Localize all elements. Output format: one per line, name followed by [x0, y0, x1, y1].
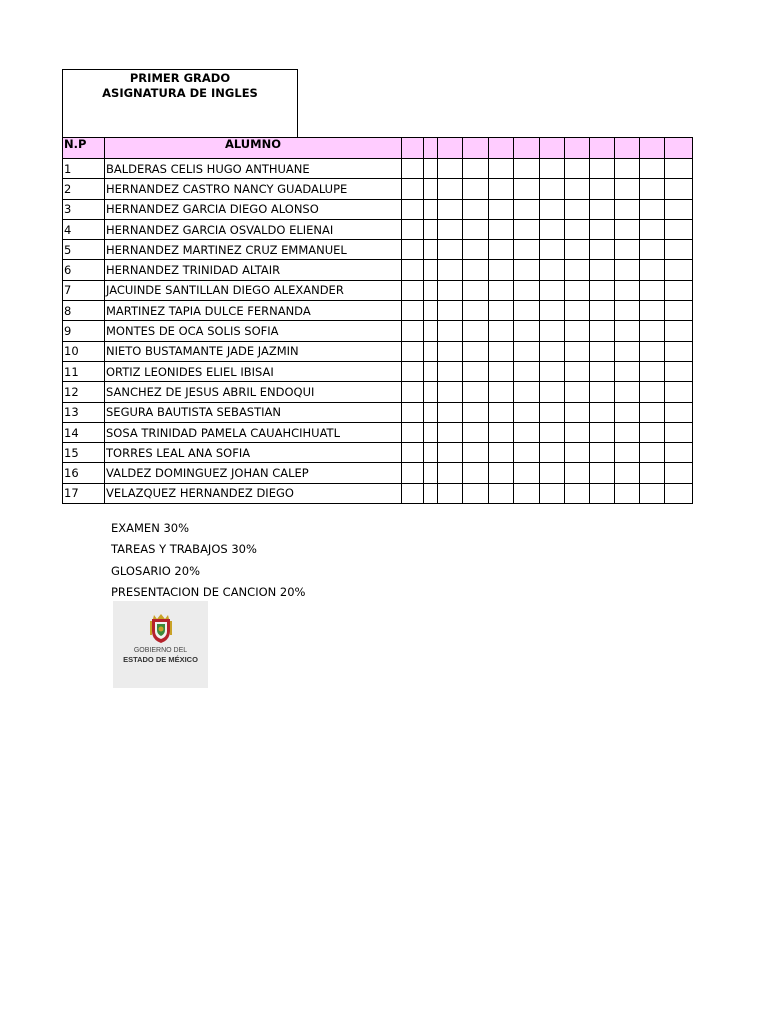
grade-cell	[489, 280, 514, 300]
grade-cell	[565, 443, 590, 463]
header-blank-cell	[489, 138, 514, 159]
grade-cell	[665, 260, 693, 280]
grade-cell	[514, 280, 540, 300]
grade-cell	[424, 260, 438, 280]
grade-cell	[438, 483, 463, 503]
grade-title: PRIMER GRADO	[129, 71, 231, 85]
grade-cell	[402, 260, 424, 280]
grade-cell	[665, 422, 693, 442]
grade-cell	[540, 463, 565, 483]
header-blank-cell	[424, 138, 438, 159]
grade-cell	[540, 402, 565, 422]
grade-cell	[463, 260, 489, 280]
grade-cell	[424, 483, 438, 503]
table-row	[63, 382, 693, 402]
student-number: 2	[63, 179, 105, 199]
grade-cell	[590, 199, 615, 219]
grade-cell	[438, 463, 463, 483]
grade-cell	[514, 382, 540, 402]
table-row	[63, 219, 693, 239]
grade-cell	[640, 463, 665, 483]
grade-cell	[514, 240, 540, 260]
student-number: 14	[63, 422, 105, 442]
grade-cell	[402, 219, 424, 239]
grade-cell	[489, 179, 514, 199]
grade-cell	[590, 463, 615, 483]
grade-cell	[424, 443, 438, 463]
grade-cell	[640, 341, 665, 361]
grade-cell	[615, 179, 640, 199]
student-number: 8	[63, 301, 105, 321]
grade-cell	[438, 382, 463, 402]
grade-cell	[424, 402, 438, 422]
grade-cell	[514, 443, 540, 463]
grade-cell	[514, 402, 540, 422]
grade-cell	[463, 179, 489, 199]
grade-cell	[565, 422, 590, 442]
grade-cell	[424, 422, 438, 442]
student-number: 11	[63, 361, 105, 381]
student-name: HERNANDEZ TRINIDAD ALTAIR	[105, 260, 402, 280]
header-blank-cell	[565, 138, 590, 159]
grade-cell	[565, 382, 590, 402]
grade-cell	[615, 159, 640, 179]
grade-cell	[665, 280, 693, 300]
grade-cell	[514, 219, 540, 239]
header-blank-cell	[514, 138, 540, 159]
grade-cell	[615, 382, 640, 402]
grade-cell	[489, 443, 514, 463]
grade-cell	[590, 341, 615, 361]
grade-cell	[514, 321, 540, 341]
grade-cell	[540, 301, 565, 321]
grade-cell	[565, 179, 590, 199]
grade-cell	[590, 260, 615, 280]
header-blank-cell	[438, 138, 463, 159]
grade-cell	[402, 463, 424, 483]
grade-cell	[665, 382, 693, 402]
grade-cell	[463, 219, 489, 239]
grade-cell	[590, 301, 615, 321]
grade-cell	[640, 402, 665, 422]
grade-cell	[640, 361, 665, 381]
grade-cell	[640, 260, 665, 280]
grade-cell	[489, 341, 514, 361]
grade-cell	[514, 341, 540, 361]
student-name: BALDERAS CELIS HUGO ANTHUANE	[105, 159, 402, 179]
grade-cell	[402, 483, 424, 503]
grade-cell	[438, 443, 463, 463]
grade-cell	[424, 240, 438, 260]
grade-cell	[438, 301, 463, 321]
grade-cell	[514, 483, 540, 503]
grade-cell	[463, 199, 489, 219]
table-row	[63, 321, 693, 341]
grade-cell	[489, 199, 514, 219]
coat-of-arms-icon	[146, 613, 176, 645]
header-blank-cell	[590, 138, 615, 159]
grade-cell	[424, 159, 438, 179]
grade-cell	[540, 159, 565, 179]
grade-cell	[540, 341, 565, 361]
student-name: HERNANDEZ CASTRO NANCY GUADALUPE	[105, 179, 402, 199]
student-name: NIETO BUSTAMANTE JADE JAZMIN	[105, 341, 402, 361]
grade-cell	[489, 301, 514, 321]
grade-cell	[540, 179, 565, 199]
grade-cell	[540, 422, 565, 442]
grade-cell	[424, 382, 438, 402]
student-number: 6	[63, 260, 105, 280]
grade-cell	[590, 159, 615, 179]
grade-cell	[489, 402, 514, 422]
grade-cell	[424, 219, 438, 239]
grade-cell	[615, 341, 640, 361]
grade-cell	[424, 321, 438, 341]
grade-cell	[463, 483, 489, 503]
student-number: 1	[63, 159, 105, 179]
grade-cell	[402, 301, 424, 321]
grade-cell	[590, 382, 615, 402]
table-row	[63, 199, 693, 219]
table-row	[63, 159, 693, 179]
header-blank-cell	[402, 138, 424, 159]
grade-cell	[438, 159, 463, 179]
grade-cell	[514, 422, 540, 442]
grade-cell	[489, 321, 514, 341]
grade-cell	[402, 382, 424, 402]
grade-cell	[463, 382, 489, 402]
subject-title: ASIGNATURA DE INGLES	[102, 86, 258, 100]
student-number: 16	[63, 463, 105, 483]
grade-cell	[615, 463, 640, 483]
grade-cell	[463, 159, 489, 179]
student-name: HERNANDEZ GARCIA DIEGO ALONSO	[105, 199, 402, 219]
grade-cell	[615, 422, 640, 442]
student-number: 9	[63, 321, 105, 341]
grade-cell	[438, 240, 463, 260]
grade-cell	[540, 280, 565, 300]
grade-cell	[565, 199, 590, 219]
grade-cell	[540, 199, 565, 219]
logo-text-line2: ESTADO DE MÉXICO	[123, 655, 198, 664]
grade-cell	[463, 443, 489, 463]
table-row	[63, 260, 693, 280]
grade-cell	[665, 219, 693, 239]
grade-cell	[438, 280, 463, 300]
student-name: MONTES DE OCA SOLIS SOFIA	[105, 321, 402, 341]
grade-cell	[402, 422, 424, 442]
grade-cell	[665, 240, 693, 260]
header-blank-cell	[665, 138, 693, 159]
grade-cell	[615, 260, 640, 280]
grade-cell	[665, 321, 693, 341]
grading-criteria	[111, 521, 305, 606]
grade-cell	[615, 199, 640, 219]
grade-cell	[489, 422, 514, 442]
grade-cell	[514, 179, 540, 199]
grade-cell	[489, 219, 514, 239]
grade-cell	[565, 361, 590, 381]
grade-cell	[402, 402, 424, 422]
grade-cell	[463, 402, 489, 422]
header-blank-cell	[463, 138, 489, 159]
student-number: 12	[63, 382, 105, 402]
grade-cell	[514, 159, 540, 179]
grade-cell	[489, 483, 514, 503]
grade-cell	[489, 382, 514, 402]
government-logo	[113, 601, 208, 688]
student-name: HERNANDEZ GARCIA OSVALDO ELIENAI	[105, 219, 402, 239]
student-name: VALDEZ DOMINGUEZ JOHAN CALEP	[105, 463, 402, 483]
logo-text-line1: GOBIERNO DEL	[133, 647, 188, 654]
grade-cell	[590, 402, 615, 422]
table-row	[63, 483, 693, 503]
grade-cell	[640, 159, 665, 179]
grade-cell	[665, 361, 693, 381]
grade-cell	[615, 280, 640, 300]
grade-cell	[640, 179, 665, 199]
grade-cell	[438, 199, 463, 219]
grade-cell	[438, 179, 463, 199]
grade-cell	[615, 240, 640, 260]
grade-cell	[565, 159, 590, 179]
grade-cell	[402, 280, 424, 300]
grade-cell	[402, 443, 424, 463]
grade-cell	[640, 240, 665, 260]
student-name: ORTIZ LEONIDES ELIEL IBISAI	[105, 361, 402, 381]
student-number: 5	[63, 240, 105, 260]
student-name: SANCHEZ DE JESUS ABRIL ENDOQUI	[105, 382, 402, 402]
grade-cell	[590, 443, 615, 463]
grade-cell	[640, 219, 665, 239]
grade-cell	[424, 341, 438, 361]
student-number: 10	[63, 341, 105, 361]
grade-cell	[463, 301, 489, 321]
header-blank-cell	[540, 138, 565, 159]
table-row	[63, 463, 693, 483]
grade-cell	[665, 463, 693, 483]
grade-cell	[665, 199, 693, 219]
grade-cell	[514, 199, 540, 219]
grade-cell	[489, 260, 514, 280]
grade-cell	[540, 382, 565, 402]
student-name: VELAZQUEZ HERNANDEZ DIEGO	[105, 483, 402, 503]
grade-cell	[402, 179, 424, 199]
grade-cell	[540, 260, 565, 280]
grade-cell	[540, 483, 565, 503]
grade-cell	[438, 422, 463, 442]
student-number: 15	[63, 443, 105, 463]
grade-cell	[540, 443, 565, 463]
grade-cell	[590, 422, 615, 442]
grade-cell	[590, 219, 615, 239]
grade-cell	[565, 341, 590, 361]
table-row	[63, 361, 693, 381]
grade-cell	[424, 199, 438, 219]
grade-cell	[565, 402, 590, 422]
header-blank-cell	[615, 138, 640, 159]
table-header-row	[63, 138, 693, 159]
grade-cell	[590, 179, 615, 199]
table-row	[63, 301, 693, 321]
grade-cell	[438, 361, 463, 381]
grade-cell	[402, 159, 424, 179]
grade-cell	[438, 260, 463, 280]
grade-cell	[665, 301, 693, 321]
table-row	[63, 240, 693, 260]
table-row	[63, 422, 693, 442]
table-row	[63, 402, 693, 422]
grade-cell	[463, 321, 489, 341]
grade-cell	[540, 219, 565, 239]
grade-cell	[640, 422, 665, 442]
grade-cell	[402, 321, 424, 341]
student-number: 7	[63, 280, 105, 300]
grade-cell	[402, 341, 424, 361]
grade-cell	[665, 402, 693, 422]
grade-cell	[514, 463, 540, 483]
grade-cell	[640, 321, 665, 341]
criteria-item: EXAMEN 30%	[111, 521, 190, 535]
grade-cell	[463, 341, 489, 361]
grade-cell	[402, 361, 424, 381]
student-name: SEGURA BAUTISTA SEBASTIAN	[105, 402, 402, 422]
grade-cell	[489, 361, 514, 381]
criteria-item: GLOSARIO 20%	[111, 563, 200, 578]
grade-cell	[424, 301, 438, 321]
grade-cell	[590, 280, 615, 300]
grade-cell	[438, 341, 463, 361]
grade-cell	[438, 321, 463, 341]
student-name: SOSA TRINIDAD PAMELA CAUAHCIHUATL	[105, 422, 402, 442]
student-number: 4	[63, 219, 105, 239]
table-row	[63, 443, 693, 463]
student-name: JACUINDE SANTILLAN DIEGO ALEXANDER	[105, 280, 402, 300]
student-name: TORRES LEAL ANA SOFIA	[105, 443, 402, 463]
grade-cell	[565, 463, 590, 483]
student-number: 3	[63, 199, 105, 219]
grade-cell	[665, 159, 693, 179]
grade-cell	[463, 240, 489, 260]
grade-cell	[565, 321, 590, 341]
grade-cell	[565, 219, 590, 239]
grade-cell	[590, 483, 615, 503]
grade-cell	[640, 280, 665, 300]
grade-cell	[590, 321, 615, 341]
grade-cell	[402, 199, 424, 219]
table-row	[63, 341, 693, 361]
grade-cell	[565, 301, 590, 321]
criteria-item: TAREAS Y TRABAJOS 30%	[111, 542, 257, 557]
grade-cell	[540, 321, 565, 341]
grade-cell	[540, 361, 565, 381]
grade-cell	[665, 483, 693, 503]
table-row	[63, 179, 693, 199]
grade-cell	[565, 240, 590, 260]
grade-cell	[615, 361, 640, 381]
grade-cell	[565, 280, 590, 300]
grade-cell	[438, 402, 463, 422]
criteria-item: PRESENTACION DE CANCION 20%	[111, 584, 306, 599]
grade-cell	[640, 199, 665, 219]
grade-cell	[665, 443, 693, 463]
grade-cell	[540, 240, 565, 260]
grade-cell	[514, 361, 540, 381]
header-blank-cell	[640, 138, 665, 159]
grade-cell	[565, 260, 590, 280]
grade-cell	[463, 422, 489, 442]
grade-cell	[640, 301, 665, 321]
grade-cell	[640, 483, 665, 503]
grade-cell	[615, 443, 640, 463]
grade-cell	[640, 382, 665, 402]
column-header-np: N.P	[63, 138, 105, 159]
grade-cell	[615, 321, 640, 341]
grade-cell	[665, 179, 693, 199]
grade-cell	[615, 483, 640, 503]
table-row	[63, 280, 693, 300]
column-header-alumno: ALUMNO	[105, 138, 402, 159]
grade-cell	[424, 361, 438, 381]
grade-cell	[665, 341, 693, 361]
grade-cell	[463, 463, 489, 483]
grade-cell	[463, 361, 489, 381]
grade-cell	[402, 240, 424, 260]
grade-cell	[424, 280, 438, 300]
grade-cell	[463, 280, 489, 300]
student-number: 13	[63, 402, 105, 422]
grade-cell	[424, 463, 438, 483]
grade-cell	[424, 179, 438, 199]
grade-cell	[615, 301, 640, 321]
grade-cell	[489, 159, 514, 179]
grades-table	[62, 137, 693, 504]
grade-cell	[514, 260, 540, 280]
grade-cell	[514, 301, 540, 321]
grade-cell	[565, 483, 590, 503]
grade-cell	[489, 240, 514, 260]
grade-cell	[590, 361, 615, 381]
title-box	[62, 69, 298, 137]
student-name: MARTINEZ TAPIA DULCE FERNANDA	[105, 301, 402, 321]
grade-cell	[489, 463, 514, 483]
grade-cell	[590, 240, 615, 260]
grade-cell	[640, 443, 665, 463]
grade-cell	[615, 402, 640, 422]
student-name: HERNANDEZ MARTINEZ CRUZ EMMANUEL	[105, 240, 402, 260]
grade-cell	[438, 219, 463, 239]
student-number: 17	[63, 483, 105, 503]
grade-cell	[615, 219, 640, 239]
